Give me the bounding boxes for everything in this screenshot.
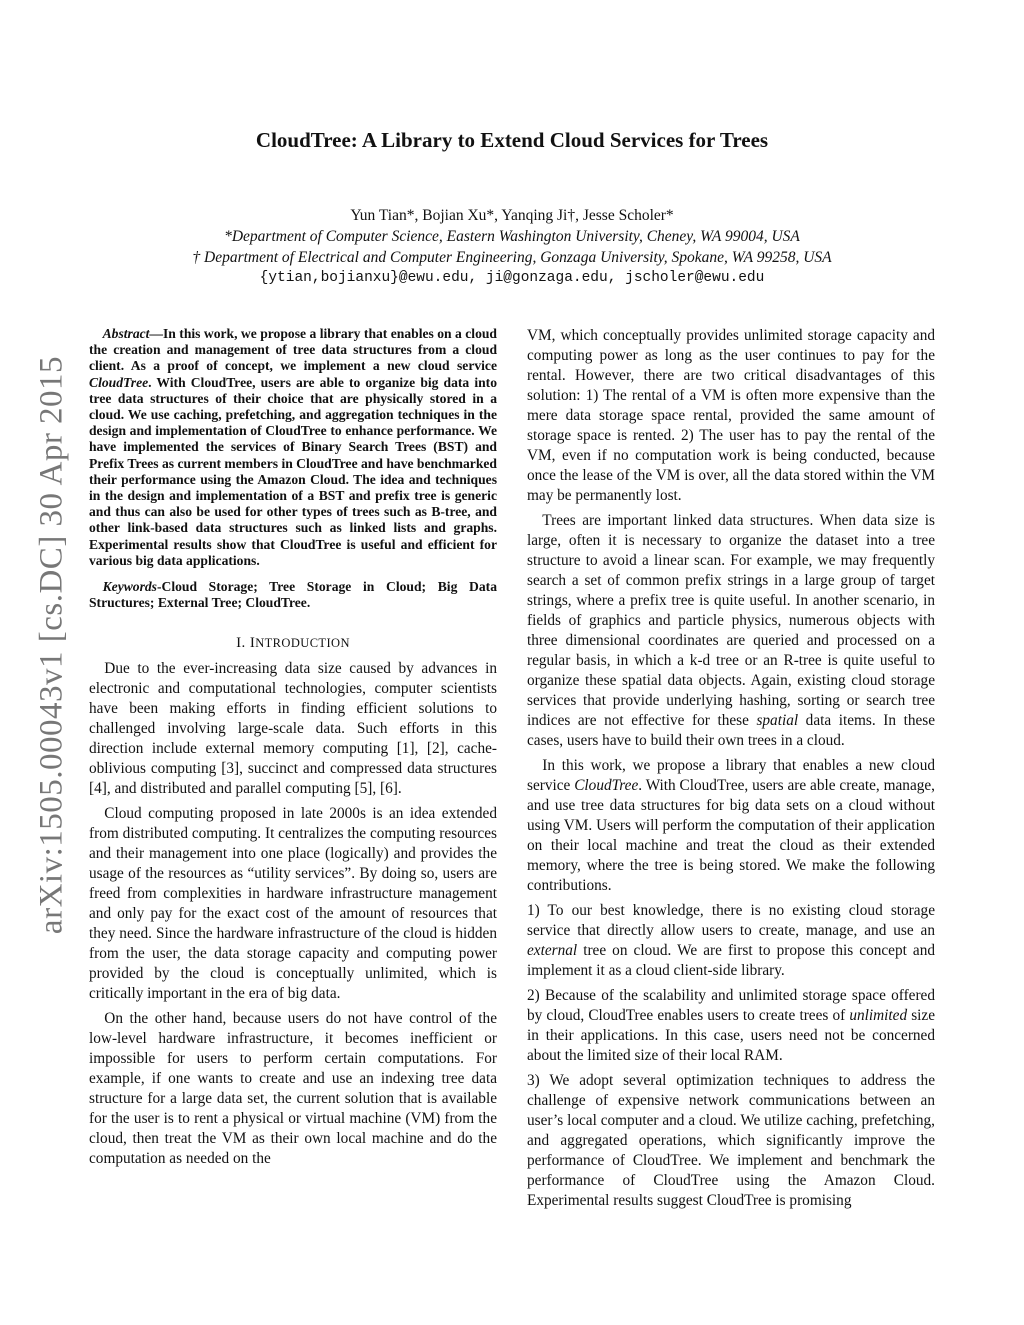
- affiliation-1: *Department of Computer Science, Eastern Washington University, Cheney, WA 99004, USA: [224, 228, 800, 245]
- author-names: Yun Tian*, Bojian Xu*, Yanqing Ji†, Jesse Scholer*: [350, 207, 674, 224]
- intro-paragraph-1: Due to the ever-increasing data size caused by advances in electronic and computational technologies, computer scientists have been making efforts in finding efficient solutions to challenged involving large-scale data. Such efforts in this direction include external memory computing [1], [2], cache-oblivious computing [3], succinct and compressed data structures [4], and distributed and parallel computing [5], [6].: [89, 660, 497, 798]
- intro-paragraph-3: On the other hand, because users do not have control of the low-level hardware infrastructure, it becomes inefficient or impossible for users to perform certain computations. For example, if one wants to create and use an indexing tree data structure for a large data set, the current solution that is available for the user is to rent a physical or virtual machine (VM) from the cloud, then treat the VM as their own local machine and do the computation as needed on the: [89, 1010, 497, 1168]
- keywords-text: -Cloud Storage; Tree Storage in Cloud; Big Data Structures; External Tree; CloudTree.: [89, 579, 497, 611]
- paper-title: CloudTree: A Library to Extend Cloud Services for Trees: [255, 128, 769, 152]
- c1-emphasis: external: [527, 942, 578, 959]
- section-initial: I: [249, 635, 256, 652]
- c1-text-a: 1) To our best knowledge, there is no existing cloud storage service that directly allow users to create, manage, and use an: [527, 902, 935, 939]
- right-paragraph-2: [527, 511, 935, 751]
- p3-emphasis: CloudTree: [574, 777, 639, 794]
- author-block: [0, 205, 1024, 289]
- contribution-2: [527, 986, 935, 1066]
- left-column: [89, 326, 497, 1174]
- p2-emphasis: spatial: [756, 712, 799, 729]
- abstract-label: Abstract: [102, 326, 150, 341]
- keywords: [89, 579, 497, 611]
- author-emails: {ytian,bojianxu}@ewu.edu, ji@gonzaga.edu, jscholer@ewu.edu: [259, 270, 765, 286]
- contribution-1: [527, 901, 935, 981]
- p2-text-b: data items. In these cases, users have to build their own trees in a cloud.: [527, 712, 935, 749]
- c2-text-a: 2) Because of the scalability and unlimited storage space offered by cloud, CloudTree enables users to create trees of: [527, 987, 935, 1024]
- p3-text-b: . With CloudTree, users are able create, manage, and use tree data structures for big data sets on a cloud without using VM. Users will perform the computation of their application on their local machine and treat the cloud as their extended memory, where the tree is being stored. We make the following contributions.: [527, 777, 936, 894]
- intro-paragraph-2: Cloud computing proposed in late 2000s is an idea extended from distributed computing. It centralizes the computing resources and their management into one place (logically) and provides the usage of the resources as “utility services”. By doing so, users are freed from complexities in hardware infrastructure management and only pay for the exact cost of the amount of resources that they need. Since the hardware infrastructure of the cloud is hidden from the user, the data storage capacity and computing power provided by the cloud is conceptually unlimited, which is critically important in the era of big data.: [89, 805, 497, 1003]
- section-title-rest: NTRODUCTION: [255, 636, 350, 651]
- section-number: I.: [236, 635, 250, 652]
- section-heading-introduction: [89, 633, 497, 653]
- abstract-text-1: —In this work, we propose a library that enables on a cloud the creation and management of tree data structures from a cloud client. As a proof of concept, we implement a new cloud service: [89, 326, 497, 374]
- arxiv-stamp: arXiv:1505.00043v1 [cs.DC] 30 Apr 2015: [33, 355, 70, 935]
- p3-text-a: In this work, we propose a library that enables a new cloud service: [527, 757, 935, 794]
- abstract: [89, 326, 497, 569]
- right-paragraph-3: [527, 756, 935, 896]
- abstract-emphasis: CloudTree: [89, 374, 149, 390]
- abstract-text-2: . With CloudTree, users are able to organize big data into tree data structures of their choice that are physically stored in a cloud. We use caching, prefetching, and aggregation techniques in the design and implementation of CloudTree to enhance performance. We have implemented the services of Binary Search Trees (BST) and Prefix Trees as current members in CloudTree and have benchmarked their performance using the Amazon Cloud. The idea and techniques in the design and implementation of a BST and prefix tree is generic and thus can also be used for other types of trees such as B-tree, and other link-based data structures such as linked lists and graphs. Experimental results show that CloudTree is useful and efficient for various big data applications.: [89, 374, 497, 568]
- affiliation-2: † Department of Electrical and Computer Engineering, Gonzaga University, Spokane, WA 99258, USA: [192, 249, 832, 266]
- p2-text-a: Trees are important linked data structures. When data size is large, often it is necessary to organize the dataset into a tree structure to avoid a linear scan. For example, we may frequently search a set of common prefix strings in a large group of target strings, where a prefix tree is quite useful. In another scenario, in fields of graphics and particle physics, numerous objects with three dimensional coordinates are queried and processed on a regular basis, in which a k-d tree or an R-tree is quite useful to organize these spatial data objects. Again, existing cloud storage services that provide underlying hashing, sorting or search tree indices are not effective for these: [527, 512, 935, 729]
- c1-text-b: tree on cloud. We are first to propose this concept and implement it as a cloud client-side library.: [527, 942, 935, 979]
- c2-emphasis: unlimited: [849, 1007, 908, 1024]
- right-paragraph-1: VM, which conceptually provides unlimited storage capacity and computing power as long as the user continues to pay for the rental. However, there are two critical disadvantages of this solution: 1) The rental of a VM is often more expensive than the mere data storage space rental, provided the same amount of storage space is rented. 2) The user has to pay the rental of the VM, even if no computation work is being conducted, because once the lease of the VM is over, all the data stored within the VM may be permanently lost.: [527, 327, 935, 504]
- c2-text-b: size in their applications. In this case, users need not be concerned about the limited size of their local RAM.: [527, 1007, 936, 1064]
- keywords-label: Keywords: [102, 579, 157, 595]
- right-column: [527, 326, 935, 1216]
- contribution-3: 3) We adopt several optimization techniques to address the challenge of expensive network communications between an user’s local computer and a cloud. We utilize caching, prefetching, and aggregated operations, which significantly improve the performance of CloudTree. We implement and benchmark the performance of CloudTree using the Amazon Cloud. Experimental results suggest CloudTree is promising: [527, 1072, 935, 1209]
